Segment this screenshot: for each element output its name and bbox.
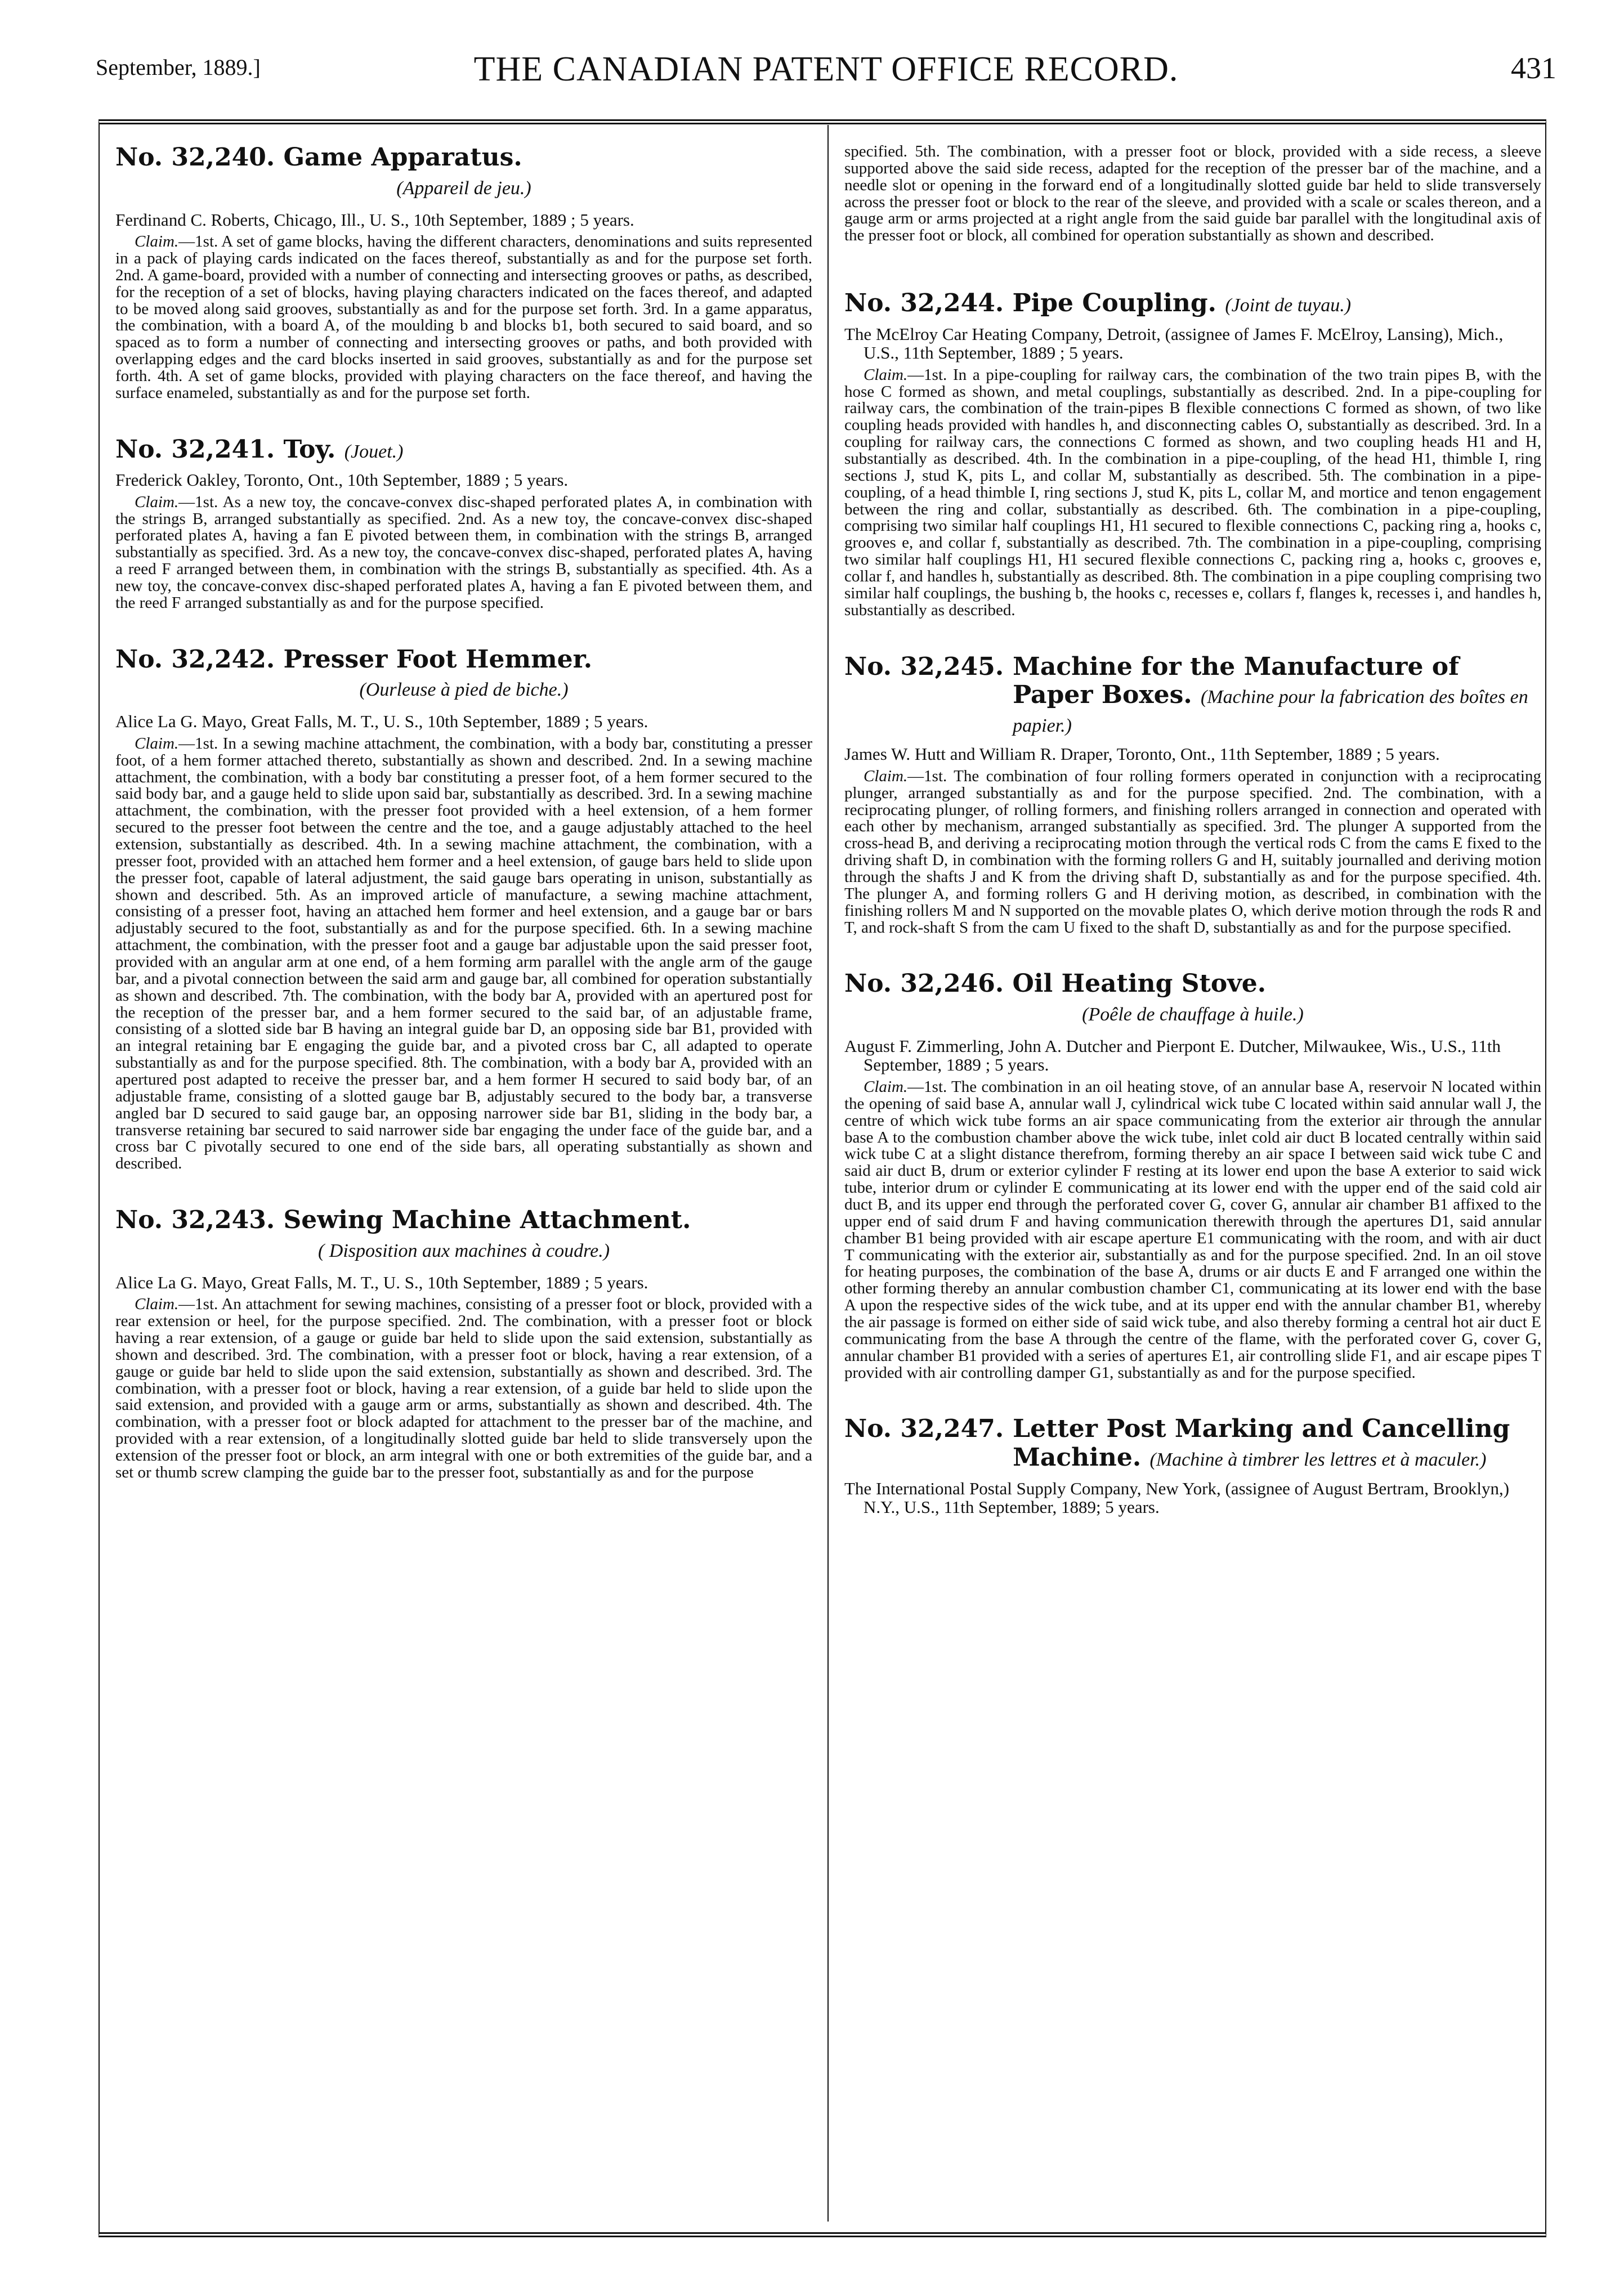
patent-title: Pipe Coupling.: [1012, 289, 1216, 318]
patent-title: Letter Post Marking and Cancelling Machine.: [1013, 1414, 1510, 1472]
page-number: 431: [1511, 51, 1556, 85]
patent-number: No. 32,242.: [115, 644, 275, 674]
patent-title: Machine for the Manufacture of Paper Boxes.: [1013, 652, 1460, 710]
patent-claim: [844, 768, 1541, 937]
patent-number: No. 32,243.: [115, 1206, 275, 1235]
patentee: Alice La G. Mayo, Great Falls, M. T., U. S., 10th September, 1889 ; 5 years.: [115, 1272, 648, 1292]
patent-heading: [844, 1415, 1541, 1472]
issue-date: September, 1889.]: [96, 55, 261, 80]
claim-label: Claim.: [864, 365, 908, 384]
continued-claim-text: specified. 5th. The combination, with a presser foot or block, provided with a side recess, a sleeve supported above the said side recess, adapted for the reception of the presser bar of the machine, and a needle slot or opening in the forward end of a longitudinally slotted guide bar held to slide transversely across the presser foot or block to the rear of the sleeve, and provided with a scale or scales thereon, and a gauge arm or arms projected at a right angle from the said guide bar parallel with the longitudinal axis of the presser foot or block, all combined for operation substantially as shown and described.: [844, 142, 1541, 245]
claim-label: Claim.: [864, 767, 908, 785]
patentee: James W. Hutt and William R. Draper, Toronto, Ont., 11th September, 1889 ; 5 years.: [844, 744, 1440, 764]
patent-entry: [844, 1415, 1541, 1516]
claim-text: —1st. As a new toy, the concave-convex disc-shaped perforated plates A, in combination with the strings B, arranged substantially as specified. 2nd. As a new toy, the concave-convex disc-shaped perforated plates A, having a fan E pivoted between them, in combination with the strings B, arranged substantially as specified. 3rd. As a new toy, the concave-convex disc-shaped, perforated plates A, having a reed F arranged between them, in combination with the strings B, substantially as specified. 4th. As a new toy, the concave-convex disc-shaped perforated plates A, having a fan E pivoted between them, and the reed F arranged substantially as and for the purpose specified.: [115, 492, 812, 612]
patent-title: Toy.: [283, 435, 336, 464]
patent-translation: (Poêle de chauffage à huile.): [1082, 1004, 1304, 1025]
patent-title-block: [1013, 1415, 1541, 1472]
patent-title: Oil Heating Stove.: [1012, 969, 1267, 998]
patent-heading: [115, 1206, 812, 1235]
patent-claim: [115, 234, 812, 402]
patent-heading: [844, 653, 1541, 738]
claim-text: —1st. An attachment for sewing machines, consisting of a presser foot or block, provided with a rear extension or heel, for the purpose specified. 2nd. The combination, with a presser foot or block having a rear extension, of a gauge or guide bar held to slide upon the said extension, substantially as shown and described. 3rd. The combination, with a presser foot or block, having a rear extension, of a gauge or guide bar held to slide upon the said extension, substantially as shown and described. 3rd. The combination, with a presser foot or block, having a rear extension, of a guide bar held to slide upon the said extension, and provided with a gauge arm or arms, substantially as shown and described. 4th. The combination, with a presser foot or block adapted for attachment to the presser bar of the machine, and provided with a rear extension, of a longitudinally slotted guide bar held to slide transversely upon the extension of the presser foot or block, an arm integral with one or both extremities of the guide bar, and a set or thumb screw clamping the guide bar to the presser foot, substantially as and for the purpose: [115, 1295, 812, 1481]
page-header: [96, 50, 1556, 100]
patent-number: No. 32,244.: [844, 289, 1004, 318]
patent-translation: (Machine pour la fabrication des boîtes en papier.): [1013, 687, 1528, 736]
right-column: [844, 144, 1541, 1551]
patentee: The McElroy Car Heating Company, Detroit, (assignee of James F. McElroy, Lansing), Mich., U.S., 11th September, 1889 ; 5 years.: [844, 324, 1504, 363]
patent-entry: [844, 653, 1541, 937]
claim-text: —1st. In a sewing machine attachment, the combination, with a body bar, constituting a presser foot, of a hem former attached thereto, substantially as shown and described. 2nd. In a sewing machine attachment, the combination, with a body bar constituting a presser foot, of a hem former secured to the said body bar, and a gauge held to slide upon said bar, substantially as described. 3rd. In a sewing machine attachment, the combination, with the presser foot provided with a heel extension, of a hem former secured to the presser foot between the centre and the toe, and a gauge adjustably attached to the heel extension, substantially as described. 4th. In a sewing machine attachment, the combination, with a presser foot, provided with an attached hem former and a heel extension, of gauge bars held to slide upon the presser foot, capable of lateral adjustment, the said gauge bars operating in unison, substantially as shown and described. 5th. As an improved article of manufacture, a sewing machine attachment, consisting of a presser foot, having an attached hem former and heel extension, and a gauge bar or bars adjustably secured to the foot, substantially as and for the purpose specified. 6th. In a sewing machine attachment, the combination, with the presser foot and a gauge bar adjustable upon the said presser foot, provided with an angular arm at one end, of a hem forming arm parallel with the angle arm of the gauge bar, and a pivotal connection between the said arm and gauge bar, all combined for operation substantially as shown and described. 7th. The combination, with the body bar A, provided with an apertured post for the reception of the presser bar, and a hem former secured to the said bar, of an adjustable frame, consisting of a slotted side bar B having an integral guide bar D, an opposing side bar B1, provided with an integral retaining bar E engaging the guide bar, and a pivoted cross bar C, all adapted to operate substantially as and for the purpose specified. 8th. The combination, with a body bar A, provided with an apertured post adapted to receive the presser bar, and a hem former H secured to said body bar, of an adjustable frame, consisting of a slotted gauge bar B, adjustably secured to the body bar, a transverse angled bar D secured to said gauge bar, an opposing narrower side bar B1, sliding in the body bar, a transverse retaining bar secured to said narrower side bar engaging the under face of the guide bar, and a cross bar C pivotally secured to one end of the side bars, all operating substantially as shown and described.: [115, 734, 812, 1173]
patent-heading: [115, 436, 812, 464]
patent-number: No. 32,245.: [844, 652, 1004, 681]
patent-entry: [115, 646, 812, 1172]
patent-entry: [115, 144, 812, 402]
patentee: Ferdinand C. Roberts, Chicago, Ill., U. S., 10th September, 1889 ; 5 years.: [115, 209, 634, 230]
publication-title: THE CANADIAN PATENT OFFICE RECORD.: [473, 50, 1179, 88]
patent-translation: (Appareil de jeu.): [396, 177, 531, 199]
patent-entry: [844, 289, 1541, 619]
patent-translation: (Machine à timbrer les lettres et à maculer.): [1149, 1449, 1487, 1471]
claim-label: Claim.: [135, 1295, 179, 1314]
patent-number: No. 32,247.: [844, 1414, 1004, 1444]
patent-claim: [115, 1296, 812, 1481]
patent-title: Sewing Machine Attachment.: [283, 1206, 691, 1235]
patent-title: Game Apparatus.: [283, 143, 522, 172]
patentee: Frederick Oakley, Toronto, Ont., 10th September, 1889 ; 5 years.: [115, 470, 569, 490]
patent-number: No. 32,246.: [844, 969, 1004, 998]
patentee: The International Postal Supply Company, New York, (assignee of August Bertram, Brooklyn,) N.Y., U.S., 11th September, 1889; 5 years.: [844, 1478, 1510, 1517]
patent-number: No. 32,241.: [115, 435, 275, 464]
patent-heading: [844, 289, 1541, 318]
patent-heading: [844, 970, 1541, 998]
patent-translation: (Joint de tuyau.): [1225, 295, 1352, 316]
claim-text: —1st. A set of game blocks, having the different characters, denominations and suits represented in a pack of playing cards indicated on the faces thereof, substantially as and for the purpose set forth. 2nd. A game-board, provided with a number of connecting and intersecting grooves or paths, as described, for the reception of a set of blocks, having playing characters indicated on the faces thereof, and adapted to be moved along said grooves, substantially as and for the purpose set forth. 3rd. In a game apparatus, the combination, with a board A, of the moulding b and blocks b1, both secured to said board, and so spaced as to form a number of connecting and intersecting grooves or paths, and both provided with overlapping edges and the card blocks inserted in said grooves, substantially as and for the purpose set forth. 4th. A set of game blocks, provided with playing characters on the face thereof, and having the surface enameled, substantially as and for the purpose set forth.: [115, 232, 812, 402]
claim-text: —1st. The combination of four rolling formers operated in conjunction with a reciprocating plunger, arranged substantially as and for the purpose specified. 2nd. The combination, with a reciprocating plunger, of rolling formers, and finishing rollers arranged in connection and operated with each other by mechanism, arranged substantially as specified. 3rd. The plunger A supported from the cross-head B, and deriving a reciprocating motion through the vertical rods C from the cams E fixed to the driving shaft D, in combination with the forming rollers G and H, suitably journalled and deriving motion through the shafts J and K from the driving shaft D, substantially as and for the purpose specified. 4th. The plunger A, and forming rollers G and H deriving motion, as described, in combination with the finishing rollers M and N supported on the movable plates O, which derive motion through the rods R and T, and rock-shaft S from the cam U fixed to the shaft D, substantially as and for the purpose specified.: [844, 767, 1541, 937]
patent-heading: [115, 646, 812, 674]
patent-entry: [115, 436, 812, 612]
patent-translation: (Jouet.): [344, 441, 404, 462]
patent-translation: ( Disposition aux machines à coudre.): [317, 1240, 610, 1261]
column-divider: [827, 125, 829, 2222]
left-column: [115, 144, 812, 1515]
patent-entry: [115, 1206, 812, 1481]
claim-text: —1st. In a pipe-coupling for railway cars, the combination of the two train pipes B, with the hose C formed as shown, and metal couplings, substantially as described. 2nd. In a pipe-coupling for railway cars, the combination of the train-pipes B flexible connections C formed as shown, of two like coupling heads provided with handles h, and disconnecting cables O, substantially as described. 3rd. In a coupling for railway cars, the connections C formed as shown, and two coupling heads H1 and H, substantially as described. 4th. In the combination in a pipe-coupling, of the head H1, thimble I, ring sections J, stud K, pits L, and collar M, substantially as described. 5th. The combination in a pipe-coupling, of a head thimble I, ring sections J, stud K, pits L, collar M, and mortice and tenon engagement between the ring and collar, substantially as described. 6th. The combination in a pipe-coupling, comprising two similar half couplings H1, H1 secured to flexible connections C, packing ring a, hooks c, grooves e, and collar f, substantially as described. 7th. The combination in a pipe-coupling, comprising two similar half couplings H1, H1 secured flexible connections C, packing ring a, hooks c, grooves e, collar f, and handles h, substantially as described. 8th. The combination in a pipe coupling comprising two similar half couplings, the bushing b, the hooks c, recesses e, collars f, flanges k, recesses i, and handles h, substantially as described.: [844, 365, 1541, 619]
patentee: Alice La G. Mayo, Great Falls, M. T., U. S., 10th September, 1889 ; 5 years.: [115, 711, 648, 732]
claim-label: Claim.: [135, 492, 179, 511]
patent-translation: (Ourleuse à pied de biche.): [359, 679, 569, 701]
patent-claim: [844, 1079, 1541, 1381]
claim-label: Claim.: [135, 232, 179, 251]
patent-heading: [115, 144, 812, 172]
claim-continuation: [844, 144, 1541, 244]
claim-text: —1st. The combination in an oil heating stove, of an annular base A, reservoir N located within the opening of said base A, annular wall J, cylindrical wick tube C located within said annular wall J, the centre of which wick tube forms an air space communicating from the exterior air through the annular base A to the combustion chamber above the wick tube, inlet cold air duct B located centrally within said wick tube C at a slight distance therefrom, forming thereby an air space I between said wick tube C and said air duct B, drum or exterior cylinder F resting at its lower end upon the base A exterior to said wick tube, interior drum or cylinder E communicating at its lower end with the upper end of the said cold air duct B, and its upper end through the perforated cover G, cover G, annular air chamber B1 affixed to the upper end of said drum F and having communication therewith through the apertures D1, said annular chamber B1 being provided with air escape aperture E1 communicating with the room, and with air duct T communicating with the exterior air, substantially as and for the purpose specified. 2nd. In an oil stove for heating purposes, the combination of the base A, drums or air ducts E and F arranged one within the other forming thereby an annular combustion chamber C1, communicating at its lower end with the base A upon the respective sides of the wick tube, and at its upper end with the annular chamber B1, whereby the air passage is formed on either side of said wick tube, and also thereby forming a central hot air duct E communicating from the base A through the centre of the flame, with the perforated cover G, cover G, annular chamber B1 provided with a series of apertures E1, air controlling slide F1, and air escape pipes T provided with air controlling damper G1, substantially as and for the purpose specified.: [844, 1077, 1541, 1382]
patent-claim: [844, 367, 1541, 619]
claim-label: Claim.: [864, 1077, 908, 1096]
patent-entry: [844, 970, 1541, 1381]
patent-title: Presser Foot Hemmer.: [283, 644, 593, 674]
patentee: August F. Zimmerling, John A. Dutcher and Pierpont E. Dutcher, Milwaukee, Wis., U.S., 11th September, 1889 ; 5 years.: [844, 1036, 1501, 1075]
patent-title-block: [1013, 653, 1541, 738]
claim-label: Claim.: [135, 734, 179, 753]
patent-claim: [115, 494, 812, 612]
patent-claim: [115, 736, 812, 1172]
patent-number: No. 32,240.: [115, 143, 275, 172]
